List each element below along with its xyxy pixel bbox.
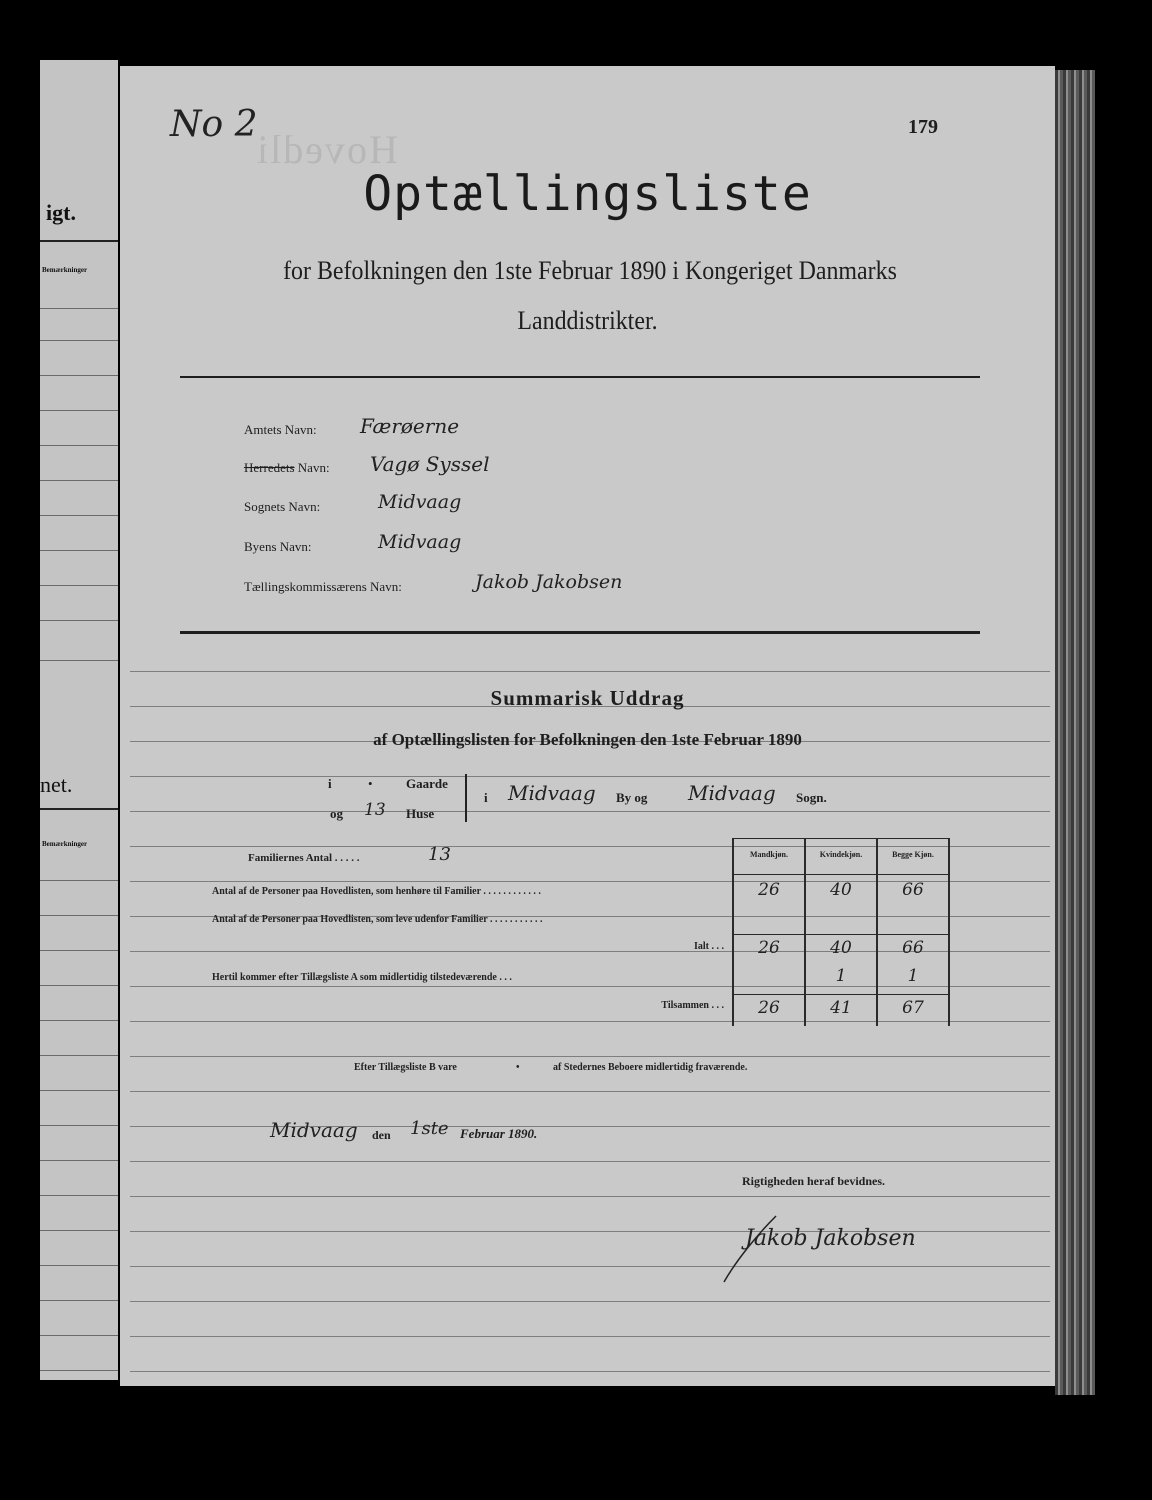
families-label: Familiernes Antal . . . . . bbox=[248, 852, 360, 864]
cell-tilsammen-begge: 67 bbox=[902, 998, 924, 1018]
field-label-sogn: Sognets Navn: bbox=[244, 499, 321, 514]
summary-heading: Summarisk Uddrag bbox=[490, 686, 685, 710]
col-header-kvinde: Kvindekjøn. bbox=[819, 850, 863, 859]
field-value-by: Midvaag bbox=[378, 531, 462, 553]
row-label-tillaeg-a: Hertil kommer efter Tillægsliste A som midlertidig tilstedeværende . . . bbox=[212, 972, 512, 983]
cell-familier-begge: 66 bbox=[902, 880, 924, 900]
field-label-amt: Amtets Navn: bbox=[244, 422, 317, 437]
left-page-edge bbox=[40, 60, 118, 1380]
row-label-ialt: Ialt . . . bbox=[694, 941, 724, 952]
cell-tillaeg-kvinde: 1 bbox=[835, 966, 847, 986]
left-page-label-2: Bemærkninger bbox=[42, 840, 88, 848]
gaarde-prefix: i bbox=[328, 776, 332, 791]
field-label-by: Byens Navn: bbox=[244, 539, 312, 554]
field-value-herred: Vagø Syssel bbox=[370, 452, 490, 476]
page-number: 179 bbox=[908, 116, 938, 138]
field-label-herred: Herredets Navn: bbox=[244, 460, 330, 475]
huse-prefix: og bbox=[330, 806, 343, 821]
bleed-through-text: Hovedli bbox=[255, 127, 398, 172]
field-value-amt: Færøerne bbox=[360, 414, 460, 438]
table-ialt-line bbox=[732, 934, 950, 935]
absent-mark: • bbox=[516, 1062, 520, 1073]
page-subtitle-line2: Landdistrikter. bbox=[517, 306, 658, 335]
absent-prefix: Efter Tillægsliste B vare bbox=[354, 1062, 457, 1073]
place-by-value: Midvaag bbox=[508, 781, 596, 805]
fields-divider bbox=[180, 631, 980, 634]
cell-tilsammen-kvinde: 41 bbox=[830, 998, 852, 1018]
date-den: den bbox=[372, 1128, 391, 1142]
table-top-line bbox=[732, 838, 950, 839]
by-og-label: By og bbox=[616, 790, 648, 805]
table-col-line-3 bbox=[948, 838, 950, 1026]
date-place: Midvaag bbox=[270, 1118, 358, 1142]
row-label-tilsammen: Tilsammen . . . bbox=[661, 1000, 724, 1011]
cell-ialt-begge: 66 bbox=[902, 938, 924, 958]
list-number: No 2 bbox=[170, 104, 258, 145]
table-header-line bbox=[732, 874, 950, 875]
gaarde-mark: • bbox=[368, 776, 373, 791]
cell-tilsammen-mand: 26 bbox=[758, 998, 780, 1018]
page-title: Optællingsliste bbox=[363, 166, 812, 222]
col-header-mand: Mandkjøn. bbox=[749, 850, 788, 859]
absent-suffix: af Stedernes Beboere midlertidig fraværende. bbox=[553, 1062, 748, 1073]
signature-flourish bbox=[716, 1206, 796, 1286]
gaarde-unit: Gaarde bbox=[406, 776, 448, 791]
left-page-label-1: Bemærkninger bbox=[42, 266, 88, 274]
cell-ialt-kvinde: 40 bbox=[830, 938, 852, 958]
row-label-familier: Antal af de Personer paa Hovedlisten, som henhøre til Familier . . . . . . . . . . . . bbox=[212, 886, 541, 897]
cell-familier-mand: 26 bbox=[758, 880, 780, 900]
census-page bbox=[120, 66, 1055, 1386]
families-value: 13 bbox=[428, 844, 451, 865]
field-value-sogn: Midvaag bbox=[378, 491, 462, 513]
huse-unit: Huse bbox=[406, 806, 435, 821]
signature-text: Jakob Jakobsen bbox=[745, 1226, 916, 1251]
date-month-year: Februar 1890. bbox=[460, 1126, 538, 1141]
sogn-label: Sogn. bbox=[796, 790, 827, 805]
certify-text: Rigtigheden heraf bevidnes. bbox=[742, 1174, 886, 1188]
field-value-kommissaer: Jakob Jakobsen bbox=[475, 571, 623, 593]
cell-ialt-mand: 26 bbox=[758, 938, 780, 958]
date-day: 1ste bbox=[410, 1118, 449, 1139]
cell-familier-kvinde: 40 bbox=[830, 880, 852, 900]
summary-subheading: af Optællingslisten for Befolkningen den 1ste Februar 1890 bbox=[373, 730, 802, 749]
place-prefix: i bbox=[484, 790, 488, 805]
place-sogn-value: Midvaag bbox=[688, 781, 776, 805]
page-subtitle-line1: for Befolkningen den 1ste Februar 1890 i Kongeriget Danmarks bbox=[283, 256, 897, 285]
cell-tillaeg-begge: 1 bbox=[907, 966, 919, 986]
left-page-fragment-mid: net. bbox=[40, 772, 73, 797]
table-tilsammen-line bbox=[732, 994, 950, 995]
col-header-begge: Begge Kjøn. bbox=[892, 850, 934, 859]
page-stack-edge bbox=[1055, 70, 1095, 1395]
left-page-fragment-top: igt. bbox=[46, 200, 76, 225]
header-divider bbox=[180, 376, 980, 378]
field-label-kommissaer: Tællingskommissærens Navn: bbox=[244, 579, 402, 594]
huse-count: 13 bbox=[364, 800, 386, 820]
row-label-udenfor: Antal af de Personer paa Hovedlisten, som leve udenfor Familier . . . . . . . . . . . bbox=[212, 914, 543, 925]
herred-struck-label: Herredets bbox=[244, 460, 295, 475]
brace bbox=[465, 774, 467, 822]
